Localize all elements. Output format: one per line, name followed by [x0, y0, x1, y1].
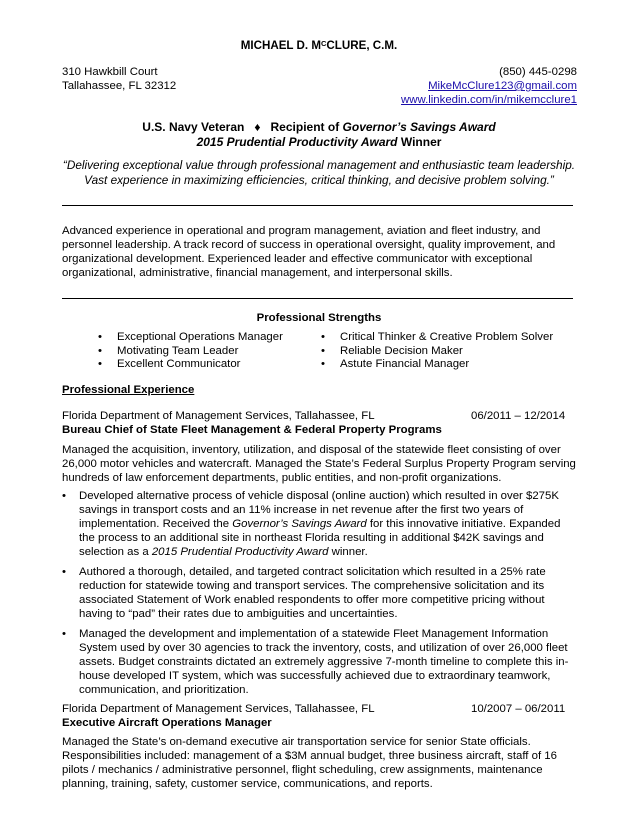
bullet-icon: •: [98, 358, 102, 371]
list-item: • Authored a thorough, detailed, and targeted contract solicitation which resulted in a 25% rate reduction for statewide towing and transport services. The comprehensive solicitation and its associated Statement of Work enabled respondents to offer more competitive pricing without having to “pad” their rates due to ambiguities and uncertainties.: [62, 566, 546, 620]
divider: [62, 205, 573, 206]
list-item: • Managed the development and implementation of a statewide Fleet Management Information System used by over 30 agencies to track the inventory, costs, and utilization of over 26,000 fleet assets. Budget constraints dictated an extremely aggressive 7-month timeline to complete this in-house developed IT system, which was successfully achieved due to extraordinary teamwork, communication, and prioritization.: [62, 628, 569, 696]
job1-description: Managed the acquisition, inventory, utilization, and disposal of the statewide fleet consisting of over 26,000 motor vehicles and watercraft. Managed the State’s Federal Surplus Property Program serving hundreds of law enforcement departments, public entities, and non-profit organizations.: [62, 444, 576, 484]
job1-achievements: [62, 489, 576, 703]
list-item: • Exceptional Operations Manager: [98, 331, 283, 343]
address-line-1: 310 Hawkbill Court: [62, 66, 158, 78]
job2-dates: 10/2007 – 06/2011: [471, 703, 566, 715]
email-link[interactable]: MikeMcClure123@gmail.com: [428, 80, 577, 92]
job1-dates: 06/2011 – 12/2014: [471, 410, 566, 422]
strengths-left-list: [98, 331, 348, 372]
bullet-icon: •: [98, 344, 102, 357]
tagline-quote: “Delivering exceptional value through professional management and enthusiastic team leadership. Vast experience in maximizing efficiencies, critical thinking, and decisive problem solving.”: [62, 158, 576, 187]
strengths-title: Professional Strengths: [256, 312, 382, 324]
experience-heading: Professional Experience: [62, 384, 195, 396]
bullet-icon: •: [62, 566, 66, 578]
bullet-icon: •: [98, 331, 102, 343]
credentials-banner: U.S. Navy Veteran ♦ Recipient of Governor’s Savings Award: [142, 120, 496, 134]
list-item: • Reliable Decision Maker: [321, 344, 463, 357]
job2-description: Managed the State’s on-demand executive air transportation service for senior State officials. Responsibilities included: management of a $3M annual budget, three business aircraft, staff of 16 pilots / mechanics / administrative personnel, flight scheduling, crew assignments, maintenance planning, training, safety, customer service, communications, and reports.: [62, 736, 557, 790]
job1-employer: Florida Department of Management Services, Tallahassee, FL: [62, 410, 375, 422]
diamond-icon: ♦: [254, 120, 261, 134]
divider: [62, 298, 573, 299]
list-item: • Developed alternative process of vehicle disposal (online auction) which resulted in over $275K savings in transport costs and an 11% increase in net revenue after the first two years of implementation. Received the Governor’s Savings Award for this innovative initiative. Expanded the process to an additional site in northeast Florida resulting in additional $42K savings and selection as a 2015 Prudential Productivity Award winner.: [62, 490, 561, 558]
bullet-icon: •: [321, 331, 325, 343]
phone-number: (850) 445-0298: [499, 66, 577, 78]
job2-title: Executive Aircraft Operations Manager: [62, 717, 272, 729]
award-banner: 2015 Prudential Productivity Award Winner: [196, 135, 442, 149]
list-item: • Critical Thinker & Creative Problem Solver: [321, 331, 554, 343]
strengths-right-list: [321, 331, 571, 372]
list-item: • Excellent Communicator: [98, 358, 241, 371]
bullet-icon: •: [62, 490, 66, 502]
bullet-icon: •: [62, 628, 66, 640]
bullet-icon: •: [321, 358, 325, 371]
linkedin-link[interactable]: www.linkedin.com/in/mikemcclure1: [401, 94, 577, 106]
list-item: • Astute Financial Manager: [321, 358, 470, 371]
list-item: • Motivating Team Leader: [98, 344, 239, 357]
address-line-2: Tallahassee, FL 32312: [62, 80, 177, 92]
job2-employer: Florida Department of Management Services, Tallahassee, FL: [62, 703, 375, 715]
candidate-name: MICHAEL D. $M^CCLURE$, C.M.: [240, 39, 398, 52]
summary-paragraph: Advanced experience in operational and program management, aviation and fleet industry, and personnel leadership. A track record of success in operational oversight, quality improvement, and organizational development. Experienced leader and effective communicator with exceptional organizational, administrative, financial management, and interpersonal skills.: [62, 225, 556, 279]
job1-title: Bureau Chief of State Fleet Management & Federal Property Programs: [62, 424, 442, 436]
bullet-icon: •: [321, 344, 325, 357]
